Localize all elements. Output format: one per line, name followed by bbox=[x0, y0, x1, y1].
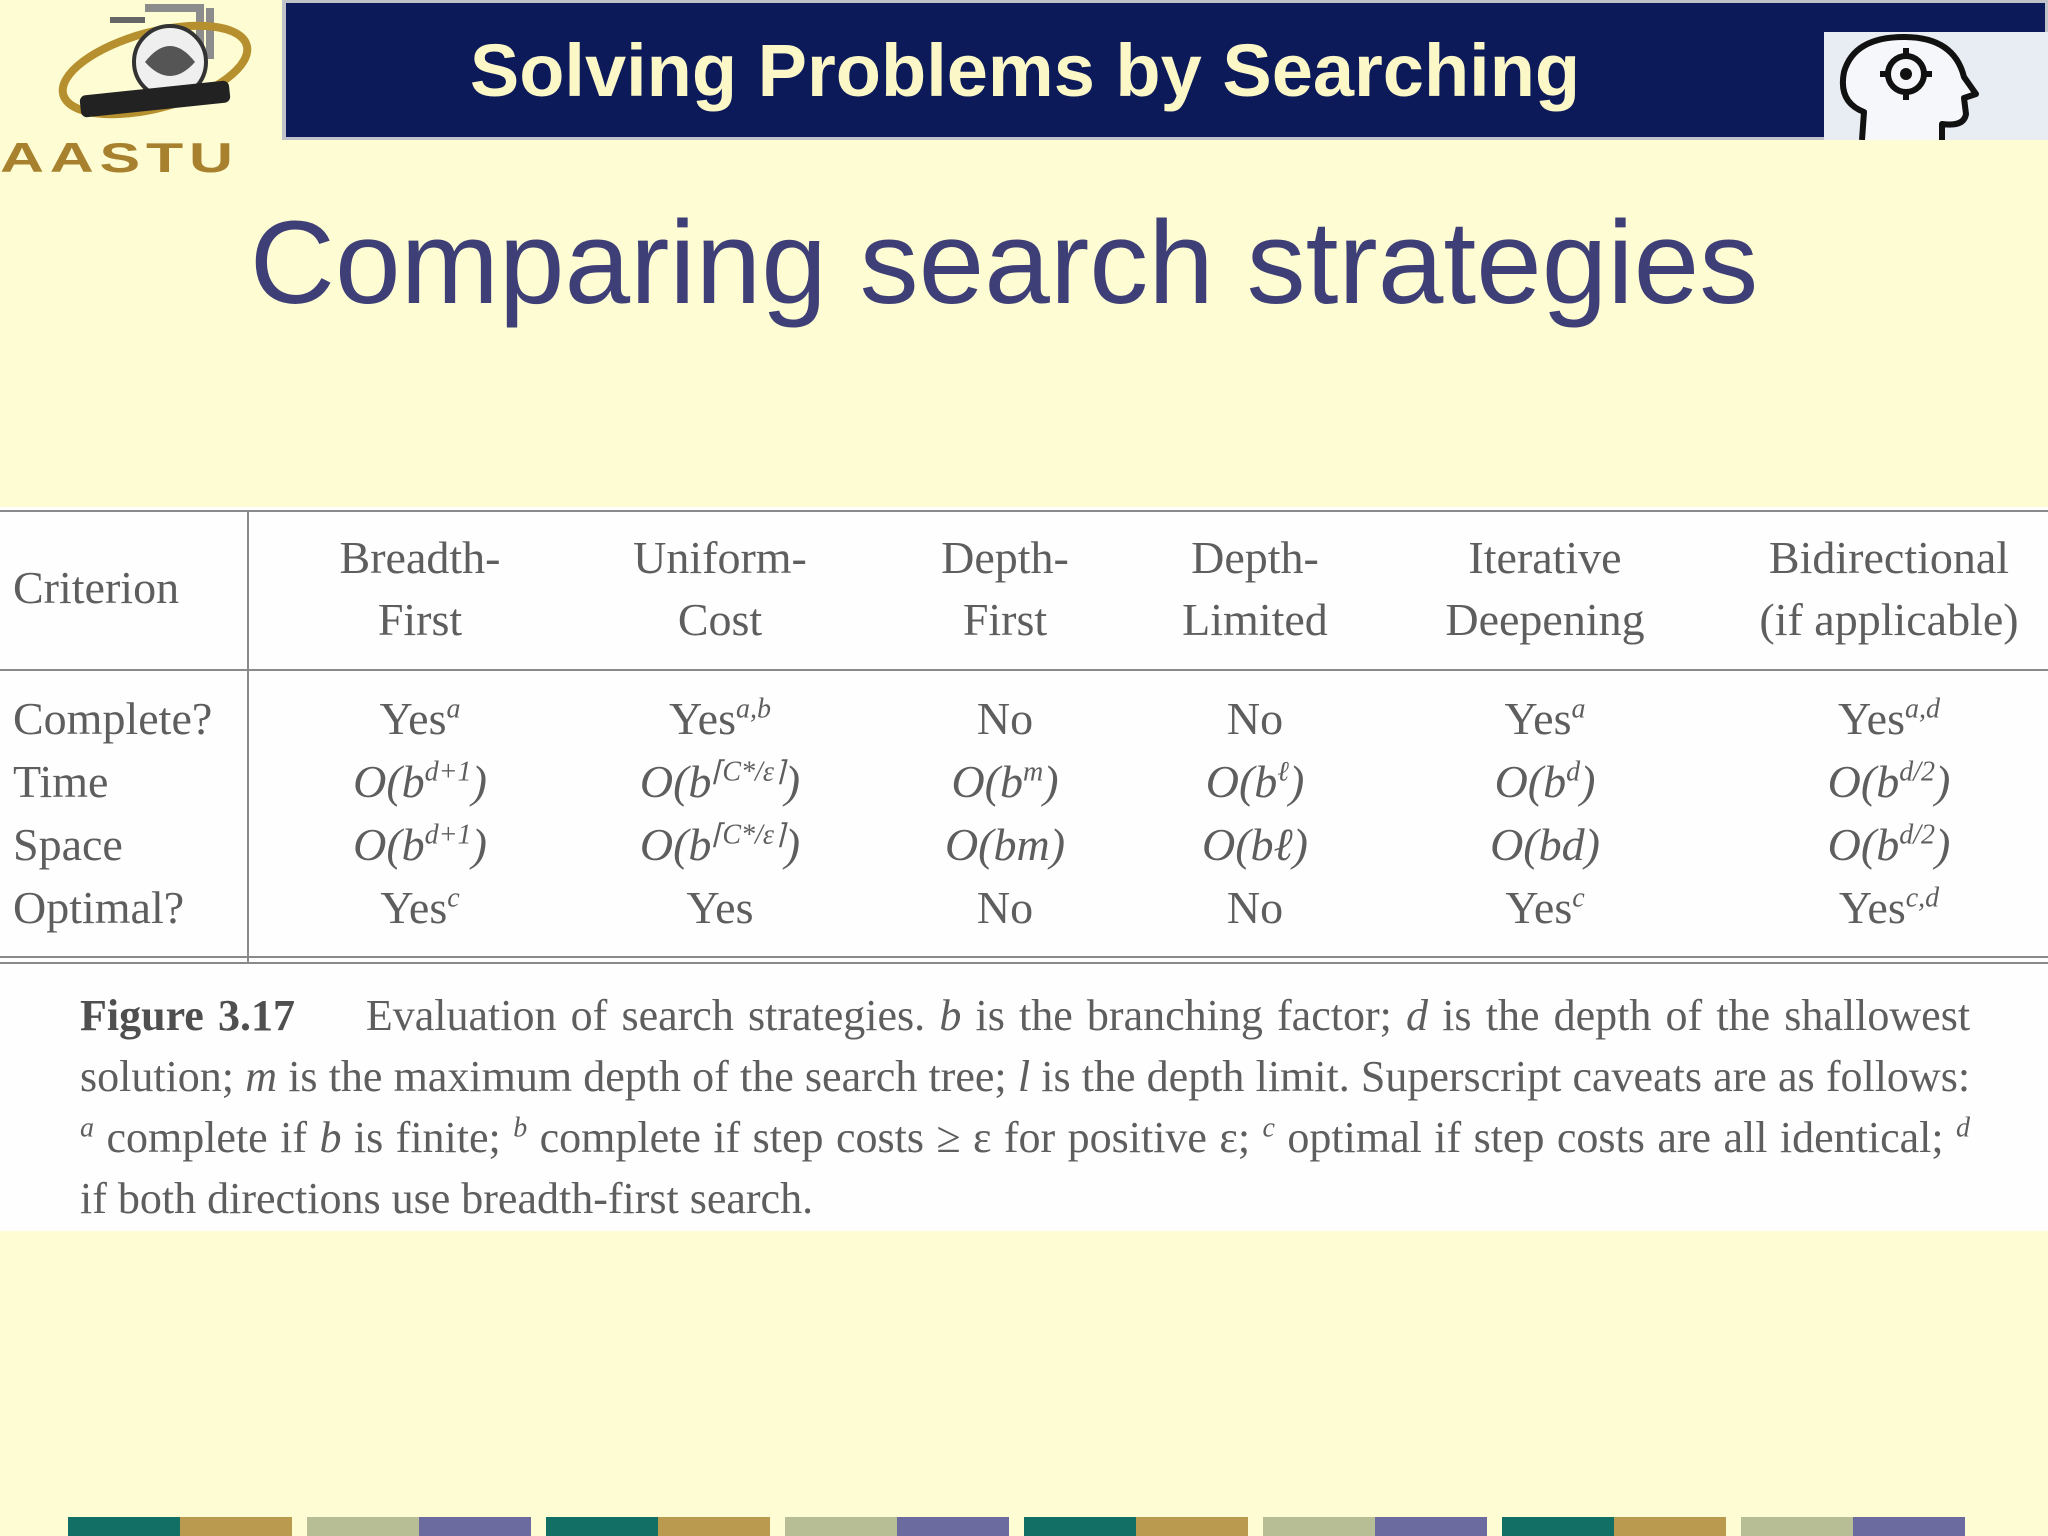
footer-block bbox=[1136, 1517, 1248, 1536]
cell-value-tail: ) bbox=[1935, 756, 1951, 807]
cell-value: O(b bbox=[639, 756, 712, 807]
column-header-line: Limited bbox=[1182, 594, 1328, 645]
row-label-time: Time bbox=[13, 756, 109, 807]
cell-superscript: c bbox=[447, 882, 460, 914]
caption-text: if both directions use breadth-first search. bbox=[80, 1174, 814, 1223]
caption-text: is the depth of the shallowest solution; bbox=[80, 991, 1971, 1101]
cell-value: Yes bbox=[380, 882, 448, 933]
caption-text: is the maximum depth of the search tree; bbox=[288, 1052, 1007, 1101]
footer-block bbox=[1502, 1517, 1614, 1536]
cell-value: Yes bbox=[686, 882, 754, 933]
cell-superscript: d bbox=[1566, 756, 1581, 788]
cell-space-iterative-deepening bbox=[1400, 814, 1690, 876]
caption-var: m bbox=[245, 1052, 277, 1101]
footer-block bbox=[419, 1517, 531, 1536]
cell-time-depth-first bbox=[895, 751, 1115, 813]
cell-value: O(b bbox=[1827, 756, 1900, 807]
cell-time-depth-limited bbox=[1140, 751, 1370, 813]
cell-superscript: c,d bbox=[1905, 882, 1940, 914]
footer-block bbox=[1263, 1517, 1375, 1536]
cell-time-breadth-first bbox=[300, 751, 540, 813]
caption-text: optimal if step costs are all identical; bbox=[1287, 1113, 1944, 1162]
cell-value: Yes bbox=[1838, 882, 1906, 933]
cell-time-uniform-cost bbox=[590, 751, 850, 813]
column-header-line: Depth- bbox=[941, 532, 1069, 583]
head-gear-icon bbox=[1824, 32, 2048, 140]
cell-space-uniform-cost bbox=[590, 814, 850, 876]
aastu-emblem-icon bbox=[50, 0, 260, 135]
slide-title-text: Comparing search strategies bbox=[249, 197, 1759, 329]
cell-value: Yes bbox=[1504, 693, 1572, 744]
cell-complete-depth-first bbox=[895, 688, 1115, 750]
cell-optimal-depth-first bbox=[895, 877, 1115, 939]
cell-value-tail: ) bbox=[784, 756, 801, 807]
cell-value: O(bℓ) bbox=[1201, 819, 1308, 870]
cell-superscript: ⌈C*/ε⌉ bbox=[711, 756, 785, 788]
cell-value: Yes bbox=[1838, 693, 1905, 744]
cell-value: No bbox=[976, 693, 1034, 744]
footer-block bbox=[1024, 1517, 1136, 1536]
column-header-depth-first bbox=[895, 527, 1115, 651]
cell-superscript: ℓ bbox=[1277, 756, 1289, 788]
cell-time-bidirectional bbox=[1730, 751, 2048, 813]
cell-value: O(bd) bbox=[1490, 819, 1600, 870]
caption-superscript: d bbox=[1956, 1112, 1971, 1144]
column-header-line: Deepening bbox=[1445, 594, 1645, 645]
cell-space-bidirectional bbox=[1730, 814, 2048, 876]
cell-superscript: d+1 bbox=[424, 819, 472, 851]
caption-text: Evaluation of search strategies. bbox=[365, 991, 926, 1040]
cell-optimal-uniform-cost bbox=[590, 877, 850, 939]
cell-complete-iterative-deepening bbox=[1400, 688, 1690, 750]
caption-var: b bbox=[939, 991, 962, 1040]
footer-block bbox=[658, 1517, 770, 1536]
column-header-iterative-deepening bbox=[1400, 527, 1690, 651]
cell-value: O(b bbox=[1494, 756, 1567, 807]
cell-superscript: a bbox=[1571, 693, 1586, 725]
footer-block bbox=[180, 1517, 292, 1536]
caption-superscript: a bbox=[80, 1112, 94, 1144]
footer-block bbox=[307, 1517, 419, 1536]
column-header-line: Depth- bbox=[1191, 532, 1319, 583]
column-header-uniform-cost bbox=[590, 527, 850, 651]
cell-value: O(b bbox=[639, 819, 712, 870]
logo-text: AASTU bbox=[0, 134, 239, 181]
column-header-line: Bidirectional bbox=[1768, 532, 2010, 583]
caption-superscript: b bbox=[513, 1112, 528, 1144]
cell-value: Yes bbox=[379, 693, 447, 744]
cell-complete-depth-limited bbox=[1140, 688, 1370, 750]
cell-space-depth-limited bbox=[1140, 814, 1370, 876]
figure-caption bbox=[80, 985, 1970, 1229]
cell-complete-uniform-cost bbox=[590, 688, 850, 750]
cell-optimal-bidirectional bbox=[1730, 877, 2048, 939]
cell-superscript: c bbox=[1572, 882, 1585, 914]
cell-value: O(bm) bbox=[944, 819, 1066, 870]
cell-complete-breadth-first bbox=[300, 688, 540, 750]
row-label-optimal: Optimal? bbox=[13, 882, 185, 933]
column-header-line: Cost bbox=[677, 594, 763, 645]
aastu-logo bbox=[0, 0, 310, 181]
caption-text: is the depth limit. Superscript caveats are as follows: bbox=[1041, 1052, 1971, 1101]
column-header-breadth-first bbox=[300, 527, 540, 651]
column-header-depth-limited bbox=[1140, 527, 1370, 651]
cell-value-tail: ) bbox=[1580, 756, 1596, 807]
cell-value: Yes bbox=[669, 693, 736, 744]
header-title: Solving Problems by Searching bbox=[469, 28, 1581, 112]
footer-block bbox=[546, 1517, 658, 1536]
row-label-complete: Complete? bbox=[13, 693, 213, 744]
caption-text: is the branching factor; bbox=[975, 991, 1392, 1040]
cell-superscript: a,d bbox=[1904, 693, 1940, 725]
column-header-bidirectional bbox=[1730, 527, 2048, 651]
cell-value-tail: ) bbox=[1288, 756, 1305, 807]
cell-value-tail: ) bbox=[784, 819, 801, 870]
cell-value: O(b bbox=[1827, 819, 1900, 870]
table-bottom-rule bbox=[0, 956, 2048, 958]
caption-var: d bbox=[1406, 991, 1429, 1040]
cell-value: O(b bbox=[1205, 756, 1278, 807]
cell-superscript: a,b bbox=[735, 693, 771, 725]
caption-text: complete if step costs ≥ ε for positive ε; bbox=[539, 1113, 1251, 1162]
table-bottom-rule-2 bbox=[0, 962, 2048, 964]
cell-value: O(b bbox=[951, 756, 1023, 807]
column-header-line: Breadth- bbox=[339, 532, 501, 583]
figure-label: Figure 3.17 bbox=[80, 991, 296, 1040]
cell-value: No bbox=[976, 882, 1034, 933]
row-label-space: Space bbox=[13, 819, 123, 870]
footer-block bbox=[1375, 1517, 1487, 1536]
cell-superscript: d/2 bbox=[1899, 756, 1935, 788]
cell-value: O(b bbox=[353, 756, 425, 807]
footer-decoration bbox=[68, 1517, 1965, 1536]
column-header-line: (if applicable) bbox=[1759, 594, 2019, 645]
cell-superscript: ⌈C*/ε⌉ bbox=[711, 819, 785, 851]
cell-value: Yes bbox=[1505, 882, 1573, 933]
slide-title bbox=[0, 195, 2048, 331]
cell-value-tail: ) bbox=[471, 756, 487, 807]
footer-block bbox=[1853, 1517, 1965, 1536]
cell-value: No bbox=[1226, 882, 1284, 933]
footer-block bbox=[1741, 1517, 1853, 1536]
column-header-line: Iterative bbox=[1468, 532, 1622, 583]
figure-3-17 bbox=[0, 507, 2048, 1231]
cell-optimal-depth-limited bbox=[1140, 877, 1370, 939]
column-header-line: First bbox=[962, 594, 1048, 645]
cell-value-tail: ) bbox=[1935, 819, 1951, 870]
cell-space-depth-first bbox=[895, 814, 1115, 876]
cell-time-iterative-deepening bbox=[1400, 751, 1690, 813]
caption-text: is finite; bbox=[353, 1113, 501, 1162]
cell-optimal-iterative-deepening bbox=[1400, 877, 1690, 939]
caption-superscript: c bbox=[1262, 1112, 1275, 1144]
cell-optimal-breadth-first bbox=[300, 877, 540, 939]
footer-block bbox=[785, 1517, 897, 1536]
column-header-line: First bbox=[377, 594, 463, 645]
cell-value: O(b bbox=[353, 819, 425, 870]
cell-superscript: m bbox=[1022, 756, 1044, 788]
table-header-rule bbox=[0, 669, 2048, 671]
cell-superscript: d/2 bbox=[1899, 819, 1935, 851]
column-header-line: Uniform- bbox=[633, 532, 807, 583]
caption-var: b bbox=[319, 1113, 342, 1162]
cell-superscript: a bbox=[446, 693, 461, 725]
cell-value-tail: ) bbox=[471, 819, 487, 870]
caption-var: l bbox=[1017, 1052, 1031, 1101]
footer-block bbox=[897, 1517, 1009, 1536]
cell-complete-bidirectional bbox=[1730, 688, 2048, 750]
footer-block bbox=[68, 1517, 180, 1536]
cell-value-tail: ) bbox=[1043, 756, 1059, 807]
cell-superscript: d+1 bbox=[424, 756, 472, 788]
cell-value: No bbox=[1226, 693, 1284, 744]
caption-text: complete if bbox=[106, 1113, 308, 1162]
table-top-rule bbox=[0, 510, 2048, 512]
footer-block bbox=[1614, 1517, 1726, 1536]
table-column-rule bbox=[247, 510, 249, 962]
criterion-header: Criterion bbox=[13, 562, 180, 613]
cell-space-breadth-first bbox=[300, 814, 540, 876]
